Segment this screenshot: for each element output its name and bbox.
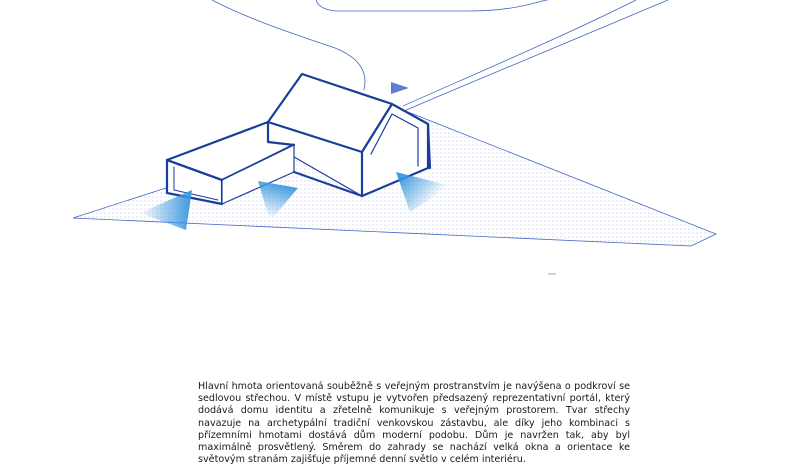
project-description-text: Hlavní hmota orientovaná souběžně s veřejným prostranstvím je navýšena o podkroví se sedlovou střechou. V místě vstupu je vytvořen předsazený reprezentativní portál, který dodává domu identitu a zřetelně komunikuje s veřejným prostorem. Tvar střechy navazuje na archetypální tradiční venkovskou zástavbu, ale díky jeho kombinaci s přízemními hmotami dostává dům moderní podobu. Dům je navržen tak, aby byl maximálně prosvětlený. Směrem do zahrady se nachází velká okna a orientace ke světovým stranám zajišťuje příjemné denní světlo v celém interiéru.	[198, 381, 630, 466]
entry-arrow-marker	[391, 82, 409, 94]
